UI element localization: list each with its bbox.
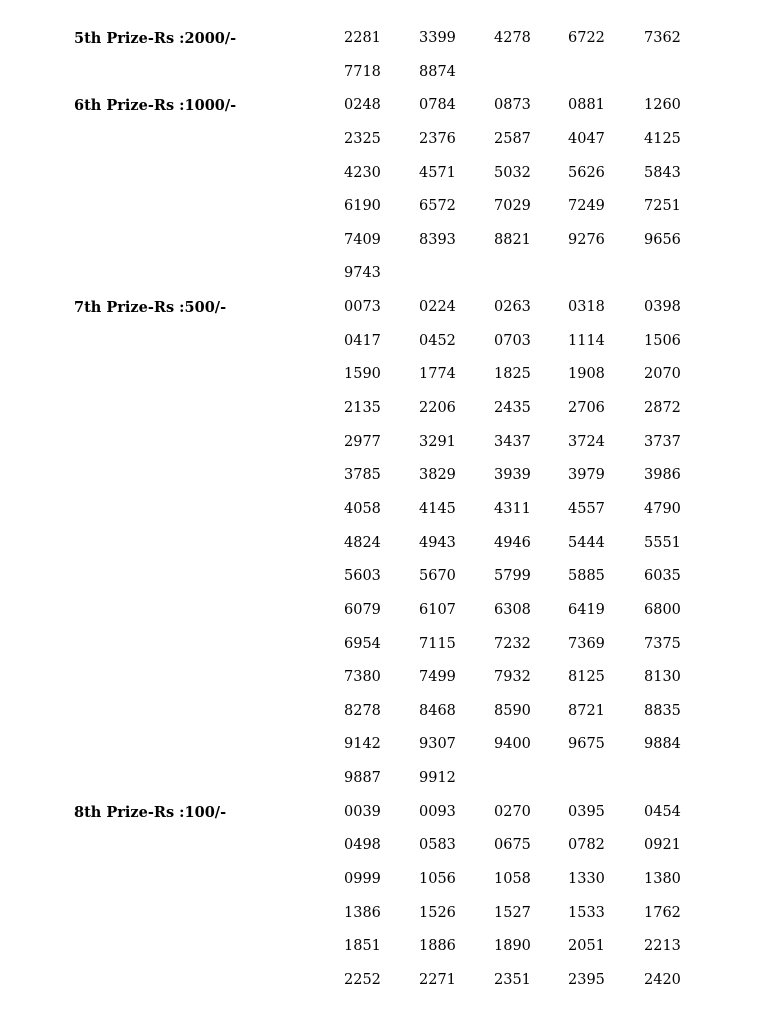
winning-number: 6107 [419, 601, 456, 618]
winning-number: 0270 [494, 803, 531, 820]
winning-number: 0073 [344, 299, 381, 316]
winning-number: 2587 [494, 130, 531, 147]
winning-number: 9675 [568, 736, 605, 753]
winning-number: 4571 [419, 164, 456, 181]
winning-number: 8468 [419, 702, 456, 719]
winning-number: 8821 [494, 231, 531, 248]
winning-number: 6308 [494, 601, 531, 618]
table-row [0, 695, 759, 729]
winning-number: 9887 [344, 770, 381, 787]
winning-number: 0675 [494, 837, 531, 854]
winning-number: 1590 [344, 366, 381, 383]
table-row [0, 89, 759, 123]
winning-number: 8393 [419, 231, 456, 248]
winning-number: 3737 [644, 433, 681, 450]
winning-number: 4824 [344, 534, 381, 551]
winning-number: 1908 [568, 366, 605, 383]
winning-number: 4946 [494, 534, 531, 551]
winning-number: 7932 [494, 669, 531, 686]
prize-label: 6th Prize-Rs :1000/- [74, 97, 237, 115]
winning-number: 9307 [419, 736, 456, 753]
winning-number: 7375 [644, 635, 681, 652]
winning-number: 3724 [568, 433, 605, 450]
winning-number: 2281 [344, 30, 381, 46]
winning-number: 7249 [568, 198, 605, 215]
winning-number: 0248 [344, 97, 381, 114]
winning-number: 1890 [494, 938, 531, 955]
winning-number: 6954 [344, 635, 381, 652]
winning-number: 1774 [419, 366, 456, 383]
winning-number: 7718 [344, 63, 381, 80]
table-row [0, 527, 759, 561]
winning-number: 9743 [344, 265, 381, 282]
table-row [0, 493, 759, 527]
winning-number: 6079 [344, 601, 381, 618]
winning-number: 0039 [344, 803, 381, 820]
winning-number: 6572 [419, 198, 456, 215]
table-row [0, 930, 759, 964]
winning-number: 9912 [419, 770, 456, 787]
winning-number: 1527 [494, 904, 531, 921]
winning-number: 5032 [494, 164, 531, 181]
table-row [0, 459, 759, 493]
winning-number: 7362 [644, 30, 681, 46]
winning-number: 5626 [568, 164, 605, 181]
winning-number: 9142 [344, 736, 381, 753]
winning-number: 4125 [644, 130, 681, 147]
winning-number: 1058 [494, 871, 531, 888]
winning-number: 2420 [644, 971, 681, 988]
winning-number: 3399 [419, 30, 456, 46]
winning-number: 3829 [419, 467, 456, 484]
table-row [0, 123, 759, 157]
winning-number: 6190 [344, 198, 381, 215]
winning-number: 0784 [419, 97, 456, 114]
winning-number: 4145 [419, 500, 456, 517]
winning-number: 4047 [568, 130, 605, 147]
winning-number: 1825 [494, 366, 531, 383]
winning-number: 1533 [568, 904, 605, 921]
winning-number: 3986 [644, 467, 681, 484]
winning-number: 7029 [494, 198, 531, 215]
table-row [0, 291, 759, 325]
winning-number: 1526 [419, 904, 456, 921]
winning-number: 0417 [344, 332, 381, 349]
winning-number: 5603 [344, 568, 381, 585]
winning-number: 1260 [644, 97, 681, 114]
winning-number: 9400 [494, 736, 531, 753]
winning-number: 5885 [568, 568, 605, 585]
winning-number: 5670 [419, 568, 456, 585]
winning-number: 2706 [568, 400, 605, 417]
winning-number: 1762 [644, 904, 681, 921]
table-row [0, 358, 759, 392]
winning-number: 1330 [568, 871, 605, 888]
table-row [0, 863, 759, 897]
winning-number: 2051 [568, 938, 605, 955]
winning-number: 0224 [419, 299, 456, 316]
winning-number: 8874 [419, 63, 456, 80]
prize-label: 8th Prize-Rs :100/- [74, 803, 227, 821]
winning-number: 1886 [419, 938, 456, 955]
winning-number: 3291 [419, 433, 456, 450]
winning-number: 9276 [568, 231, 605, 248]
winning-number: 2213 [644, 938, 681, 955]
winning-number: 1380 [644, 871, 681, 888]
table-row [0, 762, 759, 796]
table-row [0, 224, 759, 258]
table-row [0, 426, 759, 460]
winning-number: 2351 [494, 971, 531, 988]
table-row [0, 594, 759, 628]
table-row [0, 325, 759, 359]
table-row [0, 56, 759, 90]
table-row [0, 964, 759, 998]
winning-number: 0921 [644, 837, 681, 854]
winning-number: 3437 [494, 433, 531, 450]
winning-number: 2135 [344, 400, 381, 417]
winning-number: 2376 [419, 130, 456, 147]
winning-number: 0454 [644, 803, 681, 820]
winning-number: 0999 [344, 871, 381, 888]
winning-number: 8835 [644, 702, 681, 719]
winning-number: 2977 [344, 433, 381, 450]
winning-number: 6800 [644, 601, 681, 618]
winning-number: 0583 [419, 837, 456, 854]
winning-number: 8278 [344, 702, 381, 719]
winning-number: 3785 [344, 467, 381, 484]
winning-number: 4058 [344, 500, 381, 517]
table-row [0, 728, 759, 762]
winning-number: 1851 [344, 938, 381, 955]
winning-number: 0782 [568, 837, 605, 854]
winning-number: 0452 [419, 332, 456, 349]
table-row [0, 560, 759, 594]
winning-number: 4943 [419, 534, 456, 551]
winning-number: 4278 [494, 30, 531, 46]
winning-number: 2070 [644, 366, 681, 383]
winning-number: 8590 [494, 702, 531, 719]
winning-number: 5444 [568, 534, 605, 551]
winning-number: 5799 [494, 568, 531, 585]
lottery-results-table [0, 22, 759, 998]
winning-number: 0398 [644, 299, 681, 316]
winning-number: 4790 [644, 500, 681, 517]
winning-number: 3979 [568, 467, 605, 484]
winning-number: 5551 [644, 534, 681, 551]
winning-number: 2395 [568, 971, 605, 988]
winning-number: 7251 [644, 198, 681, 215]
prize-label: 5th Prize-Rs :2000/- [74, 30, 237, 47]
table-row [0, 628, 759, 662]
winning-number: 4557 [568, 500, 605, 517]
winning-number: 9884 [644, 736, 681, 753]
winning-number: 0318 [568, 299, 605, 316]
winning-number: 2206 [419, 400, 456, 417]
winning-number: 0263 [494, 299, 531, 316]
table-row [0, 796, 759, 830]
winning-number: 1506 [644, 332, 681, 349]
winning-number: 0395 [568, 803, 605, 820]
table-row [0, 661, 759, 695]
winning-number: 2872 [644, 400, 681, 417]
table-row [0, 392, 759, 426]
winning-number: 7115 [419, 635, 456, 652]
winning-number: 2271 [419, 971, 456, 988]
table-row [0, 897, 759, 931]
winning-number: 7232 [494, 635, 531, 652]
winning-number: 0498 [344, 837, 381, 854]
winning-number: 0703 [494, 332, 531, 349]
winning-number: 0093 [419, 803, 456, 820]
winning-number: 0881 [568, 97, 605, 114]
winning-number: 6035 [644, 568, 681, 585]
winning-number: 1114 [568, 332, 605, 349]
prize-label: 7th Prize-Rs :500/- [74, 299, 227, 317]
winning-number: 4311 [494, 500, 531, 517]
winning-number: 4230 [344, 164, 381, 181]
table-row [0, 190, 759, 224]
table-row [0, 829, 759, 863]
table-row [0, 257, 759, 291]
winning-number: 3939 [494, 467, 531, 484]
winning-number: 8721 [568, 702, 605, 719]
winning-number: 5843 [644, 164, 681, 181]
winning-number: 7499 [419, 669, 456, 686]
winning-number: 6419 [568, 601, 605, 618]
winning-number: 9656 [644, 231, 681, 248]
table-row [0, 157, 759, 191]
winning-number: 8125 [568, 669, 605, 686]
winning-number: 1056 [419, 871, 456, 888]
winning-number: 2325 [344, 130, 381, 147]
winning-number: 7409 [344, 231, 381, 248]
winning-number: 0873 [494, 97, 531, 114]
winning-number: 7380 [344, 669, 381, 686]
winning-number: 2252 [344, 971, 381, 988]
winning-number: 2435 [494, 400, 531, 417]
winning-number: 8130 [644, 669, 681, 686]
winning-number: 6722 [568, 30, 605, 46]
winning-number: 1386 [344, 904, 381, 921]
winning-number: 7369 [568, 635, 605, 652]
table-row [0, 22, 759, 56]
